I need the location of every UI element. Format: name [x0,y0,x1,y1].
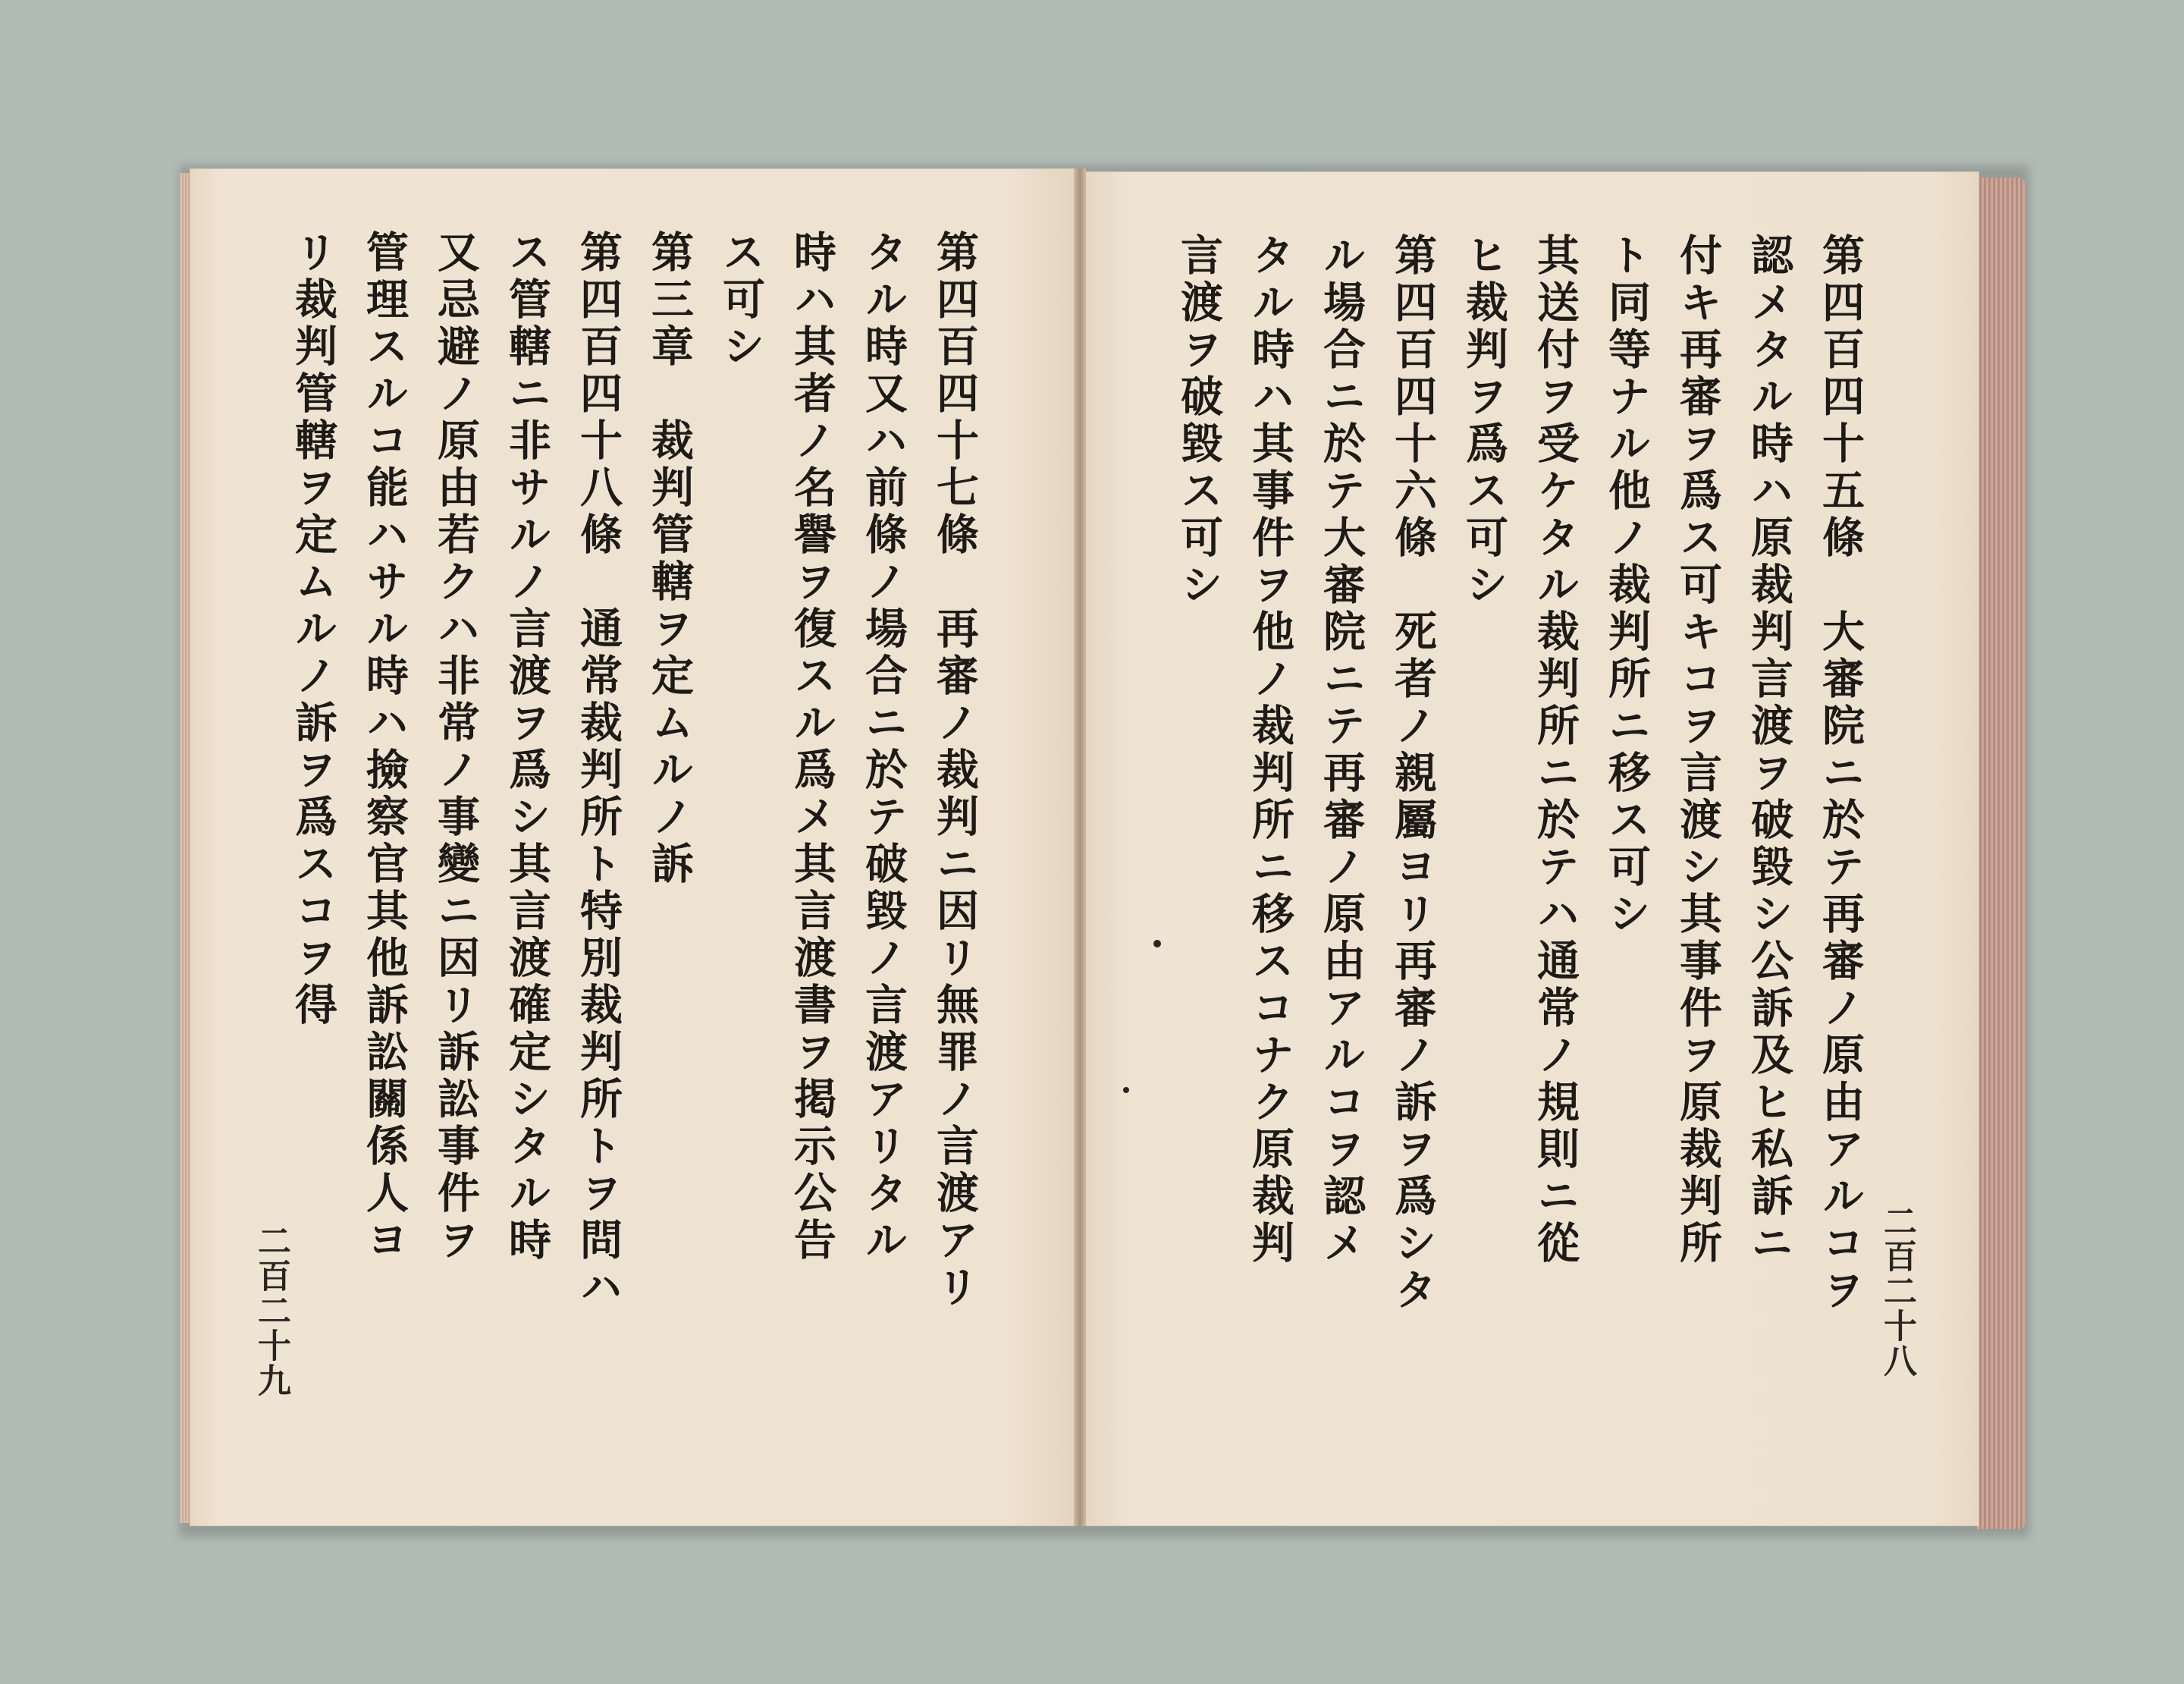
text-column: リ裁判管轄ヲ定ムルノ訴ヲ爲スコヲ得 [288,230,338,1029]
text-column: 認メタル時ハ原裁判言渡ヲ破毀シ公訴及ヒ私訴ニ [1744,233,1794,1268]
book-gutter [1074,168,1086,1526]
text-column: 言渡ヲ破毀ス可シ [1174,233,1224,609]
text-column: ス可シ [716,230,766,371]
text-column: ト同等ナル他ノ裁判所ニ移ス可シ [1602,233,1652,938]
right-page [1083,171,1979,1526]
text-column: タル時ハ其事件ヲ他ノ裁判所ニ移スコナク原裁判 [1245,233,1295,1268]
text-column: 管理スルコ能ハサル時ハ撿察官其他訴訟關係人ヨ [359,230,410,1265]
text-column: 第四百四十八條 通常裁判所ト特別裁判所トヲ問ハ [573,230,623,1312]
text-column: タル時又ハ前條ノ場合ニ於テ破毀ノ言渡アリタル [858,230,908,1265]
left-page [190,168,1078,1526]
right-page-edges [1975,178,2025,1529]
ink-spot [1153,940,1161,947]
text-column: 第四百四十七條 再審ノ裁判ニ因リ無罪ノ言渡アリ [930,230,980,1312]
text-column: ヒ裁判ヲ爲ス可シ [1459,233,1509,609]
text-column: ル場合ニ於テ大審院ニテ再審ノ原由アルコヲ認メ [1316,233,1367,1268]
text-column: 付キ再審ヲ爲ス可キコヲ言渡シ其事件ヲ原裁判所 [1673,233,1723,1268]
text-column: ス管轄ニ非サルノ言渡ヲ爲シ其言渡確定シタル時 [502,230,552,1265]
text-column: 其送付ヲ受ケタル裁判所ニ於テハ通常ノ規則ニ從 [1530,233,1580,1268]
text-column: 時ハ其者ノ名譽ヲ復スル爲メ其言渡書ヲ掲示公告 [787,230,837,1265]
page-number: 二百二十九 [252,1224,290,1398]
page-number: 二百二十八 [1878,1204,1916,1378]
chapter-heading: 第三章 裁判管轄ヲ定ムルノ訴 [645,230,695,888]
text-column: 第四百四十六條 死者ノ親屬ヨリ再審ノ訴ヲ爲シタ [1388,233,1438,1315]
ink-spot [1123,1087,1129,1093]
text-column: 第四百四十五條 大審院ニ於テ再審ノ原由アルコヲ [1815,233,1866,1315]
text-column: 又忌避ノ原由若クハ非常ノ事變ニ因リ訴訟事件ヲ [431,230,481,1265]
